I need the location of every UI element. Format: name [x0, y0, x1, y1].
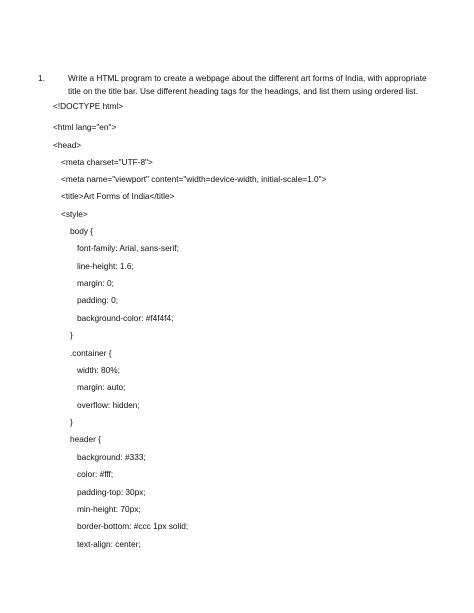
code-line-header-selector: header { [70, 434, 101, 444]
code-line-html-open: <html lang="en"> [53, 122, 117, 132]
code-line-background-color: background-color: #f4f4f4; [77, 313, 174, 323]
code-line-title: <title>Art Forms of India</title> [61, 191, 175, 201]
code-line-min-height: min-height: 70px; [77, 504, 141, 514]
code-line-padding: padding: 0; [77, 295, 119, 305]
code-line-overflow: overflow: hidden; [77, 400, 140, 410]
code-line-margin: margin: 0; [77, 278, 114, 288]
question-item [38, 72, 438, 98]
code-line-body-selector: body { [70, 226, 94, 236]
code-line-width: width: 80%; [77, 365, 120, 375]
code-line-meta-charset: <meta charset="UTF-8"> [61, 157, 153, 167]
code-line-border-bottom: border-bottom: #ccc 1px solid; [77, 521, 189, 531]
code-line-background: background: #333; [77, 452, 146, 462]
question-number: 1. [38, 73, 45, 83]
code-line-style-open: <style> [61, 209, 88, 219]
code-line-padding-top: padding-top: 30px; [77, 487, 146, 497]
code-line-meta-viewport: <meta name="viewport" content="width=device-width, initial-scale=1.0"> [61, 174, 327, 184]
code-line-text-align: text-align: center; [77, 539, 141, 549]
code-line-font-family: font-family: Arial, sans-serif; [77, 243, 179, 253]
code-line-line-height: line-height: 1.6; [77, 261, 134, 271]
code-line-doctype: <!DOCTYPE html> [53, 101, 124, 111]
code-line-color: color: #fff; [77, 469, 114, 479]
question-text: Write a HTML program to create a webpage about the different art forms of India, with appropriate title on the title bar. Use different heading tags for the headings, and list them using ordered list. [68, 73, 427, 96]
code-line-container-close: } [70, 417, 73, 427]
code-line-body-close: } [70, 330, 73, 340]
code-line-container-selector: .container { [70, 348, 112, 358]
code-line-head-open: <head> [53, 140, 82, 150]
code-line-margin-auto: margin: auto; [77, 382, 126, 392]
